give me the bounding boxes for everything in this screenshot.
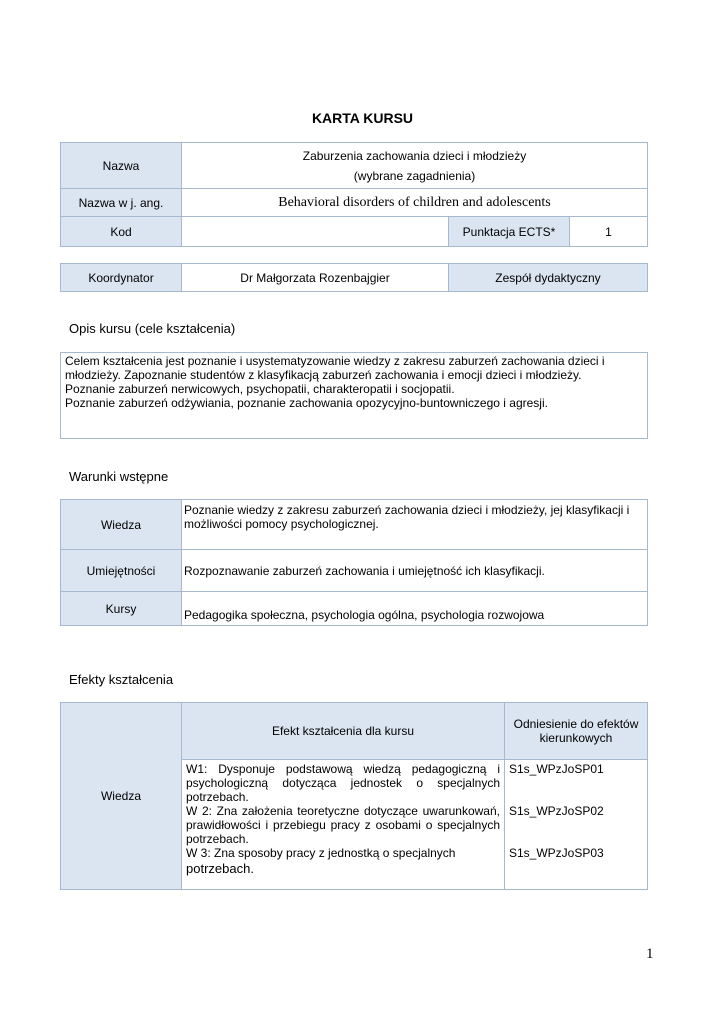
- coordinator-name: Dr Małgorzata Rozenbajgier: [182, 264, 449, 292]
- efekt-item-1: [186, 762, 500, 790]
- course-info-table: [60, 142, 648, 247]
- efekty-codes-cell: [505, 760, 648, 890]
- efekty-items-cell: [182, 760, 505, 890]
- efekt-item-1-line1: W1: Dysponuje podstawową wiedzą pedagogiczną i: [186, 762, 500, 776]
- warunki-umiejetnosci-value: Rozpoznawanie zaburzeń zachowania i umiejętność ich klasyfikacji.: [182, 550, 648, 592]
- opis-table: [60, 352, 648, 439]
- warunki-kursy-label: Kursy: [61, 592, 182, 626]
- warunki-wiedza-line1: Poznanie wiedzy z zakresu zaburzeń zachowania dzieci i młodzieży, jej klasyfikacji i: [184, 503, 630, 517]
- course-name-english: Behavioral disorders of children and adolescents: [182, 189, 648, 217]
- coordinator-label: Koordynator: [61, 264, 182, 292]
- ects-value: 1: [570, 217, 648, 247]
- efekt-item-3-line2: potrzebach.: [186, 861, 254, 876]
- course-name-cell: [182, 143, 648, 189]
- efekt-code-1: S1s_WPzJoSP01: [509, 762, 604, 776]
- efekty-col2-header-line1: Odniesienie do efektów: [513, 717, 639, 731]
- efekty-heading: Efekty kształcenia: [69, 672, 174, 687]
- nazwa-ang-label: Nazwa w j. ang.: [61, 189, 182, 217]
- warunki-kursy-value: Pedagogika społeczna, psychologia ogólna, psychologia rozwojowa: [182, 592, 648, 626]
- opis-line-1: Celem kształcenia jest poznanie i usystematyzowanie wiedzy z zakresu zaburzeń zachowania dzieci i: [65, 354, 605, 368]
- efekty-col2-header: [505, 703, 648, 760]
- efekty-col2-header-line2: kierunkowych: [539, 731, 613, 745]
- warunki-wiedza-label: Wiedza: [61, 500, 182, 550]
- efekty-wiedza-label: Wiedza: [61, 703, 182, 890]
- warunki-wiedza-line2: możliwości pomocy psychologicznej.: [184, 517, 379, 531]
- opis-line-4: Poznanie zaburzeń odżywiania, poznanie zachowania opozycyjno-buntowniczego i agresji.: [65, 396, 548, 410]
- efekt-item-2-line1: W 2: Zna założenia teoretyczne dotyczące uwarunkowań,: [186, 804, 500, 818]
- efekt-code-3: S1s_WPzJoSP03: [509, 846, 604, 860]
- warunki-umiejetnosci-label: Umiejętności: [61, 550, 182, 592]
- efekt-item-1-line2: psychologiczną dotycząca jednostek o specjalnych: [186, 776, 500, 790]
- opis-text: [61, 353, 648, 439]
- efekt-code-2: S1s_WPzJoSP02: [509, 804, 604, 818]
- page-number: 1: [646, 946, 654, 962]
- coordinator-table: [60, 263, 648, 292]
- nazwa-label: Nazwa: [61, 143, 182, 189]
- opis-heading: Opis kursu (cele kształcenia): [69, 321, 236, 336]
- warunki-wiedza-value: [182, 500, 648, 550]
- team-label: Zespół dydaktyczny: [449, 264, 648, 292]
- warunki-table: [60, 499, 648, 626]
- efekt-item-2-line3: potrzebach.: [186, 832, 249, 846]
- efekty-table: [60, 702, 648, 890]
- course-name-line2: (wybrane zagadnienia): [353, 168, 476, 183]
- ects-label: Punktacja ECTS*: [449, 217, 570, 247]
- efekt-item-1-line3: potrzebach.: [186, 790, 249, 804]
- efekt-item-2-line2: prawidłowości i przebiegu pracy z osobami o specjalnych: [186, 818, 500, 832]
- page-title: KARTA KURSU: [311, 110, 414, 126]
- kod-value: [182, 217, 449, 247]
- opis-line-2: młodzieży. Zapoznanie studentów z klasyfikacją zaburzeń zachowania i emocji dzieci i młodzieży.: [65, 368, 582, 382]
- efekt-item-3-line1: W 3: Zna sposoby pracy z jednostką o specjalnych: [186, 846, 456, 860]
- efekt-item-2: [186, 804, 500, 832]
- kod-label: Kod: [61, 217, 182, 247]
- course-name-line1: Zaburzenia zachowania dzieci i młodzieży: [302, 148, 527, 163]
- opis-line-3: Poznanie zaburzeń nerwicowych, psychopatii, charakteropatii i socjopatii.: [65, 382, 455, 396]
- warunki-heading: Warunki wstępne: [69, 469, 169, 484]
- efekty-col1-header: Efekt kształcenia dla kursu: [182, 703, 505, 760]
